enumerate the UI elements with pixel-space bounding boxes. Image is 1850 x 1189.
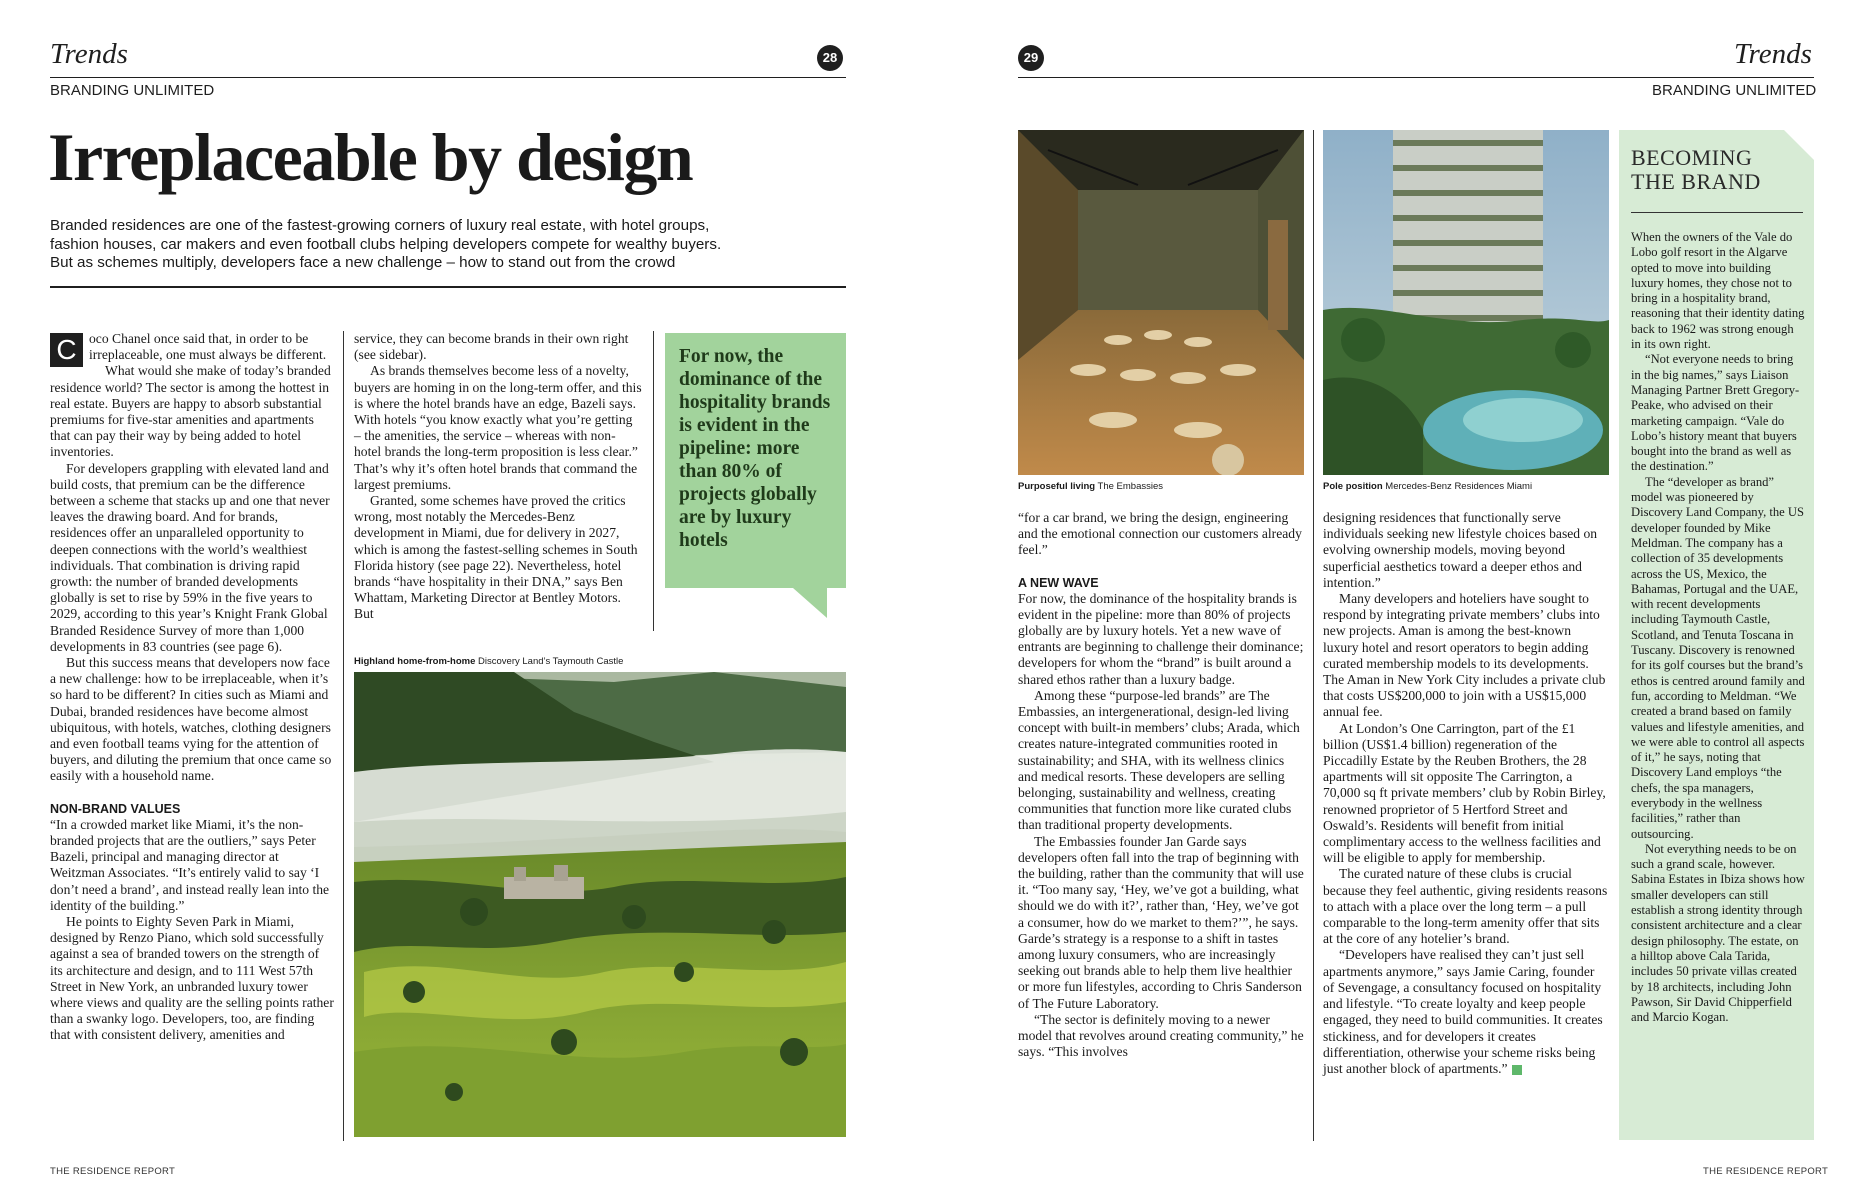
caption-text: Mercedes-Benz Residences Miami [1385,481,1533,492]
subhead-non-brand-values: NON-BRAND VALUES [50,801,181,816]
body-paragraph: Among these “purpose-led brands” are The Embassies, an intergenerational, design-led living concept with built-in members’ clubs; Arada, which creates nature-integrated communities rooted in sustainability; and SHA, with its wellness clinics and medical resorts. These developers are selling belonging, sustainability and wellness, creating communities that function more like curated clubs than traditional property developments. [1018,687,1300,833]
body-paragraph [1323,947,1609,1077]
photo-mercedes-benz-residences [1323,130,1609,475]
caption-bold: Purposeful living [1018,481,1096,492]
right-footer: THE RESIDENCE REPORT [1703,1166,1829,1177]
body-paragraph: For now, the dominance of the hospitality brands is evident in the pipeline: more than 80% of projects globally are by luxury hotels. Yet a new wave of entrants are beginning to challenge their dominance; developers for whom the “brand” is built around a shared ethos rather than a luxury badge. [1018,590,1304,687]
sidebar-paragraph: The “developer as brand” model was pioneered by Discovery Land Company, the US developer founded by Mike Meldman. The company has a collection of 35 developments across the US, Mexico, the Bahamas, Portugal and the UAE, with recent developments including Taymouth Castle, Scotland, and Tenuta Toscana in Tuscany. Discovery is renowned for its golf courses but the brand’s ethos is centred around family and fun, according to Meldman. “We created a brand based on family values and lifestyle amenities, and we were able to control all aspects of it,” he says, noting that Discovery Land employs “the chefs, the spa managers, everybody in the wellness facilities,” rather than outsourcing. [1631,474,1805,841]
photo-the-embassies [1018,130,1304,475]
right-body-col-2 [1323,510,1609,1077]
body-paragraph: Granted, some schemes have proved the critics wrong, most notably the Mercedes-Benz development in Miami, due for delivery in 2027, which is among the fastest-selling schemes in South Florida history (see page 22). Nevertheless, hotel brands “have hospitality in their DNA,” says Ben Whattam, Marketing Director at Bentley Motors. But [354,493,638,622]
dropcap: C [50,333,83,367]
caption-text: The Embassies [1097,481,1164,492]
sidebar-title-line-2: THE BRAND [1631,169,1761,194]
body-paragraph: Many developers and hoteliers have sought to respond by integrating private members’ clubs into new projects. Aman is among the best-known luxury hotel and resort operators to begin adding curated membership models to its developments. The Aman in New York City includes a private club that costs US$200,000 to join with a US$15,000 annual fee. [1323,591,1606,720]
left-footer: THE RESIDENCE REPORT [50,1166,176,1177]
headline: Irreplaceable by design [48,119,693,195]
right-kicker: Trends [1734,38,1812,70]
left-section-label: BRANDING UNLIMITED [50,82,215,99]
left-page-number: 28 [817,45,843,71]
body-paragraph: For developers grappling with elevated land and build costs, that premium can be the difference between a scheme that stacks up and one that never leaves the drawing board. And for brands, residences offer an unparalleled opportunity to deepen connections with the world’s wealthiest individuals. That combination is driving rapid growth: the number of branded developments globally is set to rise by 59% in the five years to 2029, according to this year’s Knight Frank Global Branded Residence Survey of more than 1,000 developments in 83 countries (see page 6). [50,460,330,654]
pullquote-divider [653,331,654,631]
body-paragraph: “for a car brand, we bring the design, engineering and the emotional connection our customers already feel.” [1018,510,1302,558]
body-paragraph: The curated nature of these clubs is crucial because they feel authentic, giving residents reasons to attach with a place over the long term – a pull comparable to the long-term amenity offer that sits at the core of any hotelier’s brand. [1323,866,1608,947]
right-column-divider [1313,130,1314,1141]
sidebar-paragraph: Not everything needs to be on such a grand scale, however. Sabina Estates in Ibiza shows how smaller developers can still establish a strong identity through consistent architecture and a clear design philosophy. The estate, on a hilltop above Cala Tarida, includes 50 private villas created by 18 architects, including John Pawson, Sir David Chipperfield and Marcio Kogan. [1631,841,1805,1025]
right-section-label: BRANDING UNLIMITED [1652,82,1817,99]
body-paragraph: At London’s One Carrington, part of the £1 billion (US$1.4 billion) regeneration of the Piccadilly Estate by the Reuben Brothers, the 28 apartments will sit opposite The Carrington, a 70,000 sq ft private members’ club by Robin Birley, renowned proprietor of 5 Hertford Street and Oswald’s. Residents will benefit from initial complimentary access to the wellness facilities and will be eligible to apply for membership. [1323,720,1606,866]
sidebar-paragraph: When the owners of the Vale do Lobo golf resort in the Algarve opted to move into building luxury homes, they chose not to bring in a hospitality brand, reasoning that their identity dating back to 1962 was strong enough in its own right. [1631,230,1805,352]
sidebar-title-line-1: BECOMING [1631,145,1753,170]
landscape-illustration [354,672,846,1137]
sidebar-paragraph: “Not everyone needs to bring in the big names,” says Liaison Managing Partner Brett Gregory-Peake, who advised on their marketing campaign. “Vale do Lobo’s history meant that buyers bought into the brand as well as the destination.” [1631,352,1800,474]
left-column-divider [343,331,344,1141]
caption-bold: Pole position [1323,481,1383,492]
pullquote: For now, the dominance of the hospitality brands is evident in the pipeline: more than 80% of projects globally are by luxury hotels [665,333,846,588]
sidebar-body [1631,230,1806,1025]
sidebar-box [1619,130,1814,1140]
body-paragraph: designing residences that functionally serve individuals seeking new lifestyle choices based on evolving ownership models, moving beyond superficial aesthetics toward a deeper ethos and intention.” [1323,510,1598,590]
body-paragraph: “The sector is definitely moving to a newer model that revolves around creating community,” he says. “This involves [1018,1011,1304,1060]
right-page-number: 29 [1018,45,1044,71]
left-body-col-1 [50,331,335,1044]
photo-caption-mercedes [1323,481,1532,492]
standfirst: Branded residences are one of the fastest-growing corners of luxury real estate, with hotel groups, fashion houses, car makers and even football clubs helping developers compete for wealthy buyers. But as schemes multiply, developers face a new challenge – how to stand out from the crowd [50,217,722,271]
body-paragraph: The Embassies founder Jan Garde says developers often fall into the trap of beginning with the building, rather than the community that will use it. “Too many say, ‘Hey, we’ve got a building, what should we do with it?’, rather than, ‘Hey, we’ve got a consumer, how do we market to them?’”, he says. Garde’s strategy is a response to a shift in tastes among luxury consumers, who are increasingly seeking out brands able to help them live healthier or more fun lifestyles, according to Chris Sanderson of The Future Laboratory. [1018,833,1304,1011]
body-paragraph: oco Chanel once said that, in order to be irreplaceable, one must always be different. [89,331,327,363]
standfirst-rule [50,286,846,288]
photo-taymouth-castle [354,672,846,1137]
caption-bold: Highland home-from-home [354,656,476,667]
body-paragraph: As brands themselves become less of a novelty, buyers are homing in on the long-term offer, and this is where the hotel brands have an edge, Bazeli says. With hotels “you know exactly what you’re getting – the amenities, the service – whereas with non-hotel brands the long-term proposition is less clear.” That’s why it’s often hotel brands that command the largest premiums. [354,363,642,492]
photo-caption-taymouth [354,656,623,667]
sidebar-rule [1631,212,1803,213]
tower-illustration [1323,130,1609,475]
body-paragraph: He points to Eighty Seven Park in Miami, designed by Renzo Piano, which sold successfully against a sea of branded towers on the strength of its architecture and design, and to 111 West 57th Street in New York, an unbranded luxury tower where views and quality are the selling points rather than a swanky logo. Developers, too, are finding that with consistent delivery, amenities and [50,913,334,1043]
pullquote-tail [793,588,827,618]
body-paragraph: But this success means that developers now face a new challenge: how to be irreplaceable, when it’s so hard to be different? In cities such as Miami and Dubai, branded residences have become almost ubiquitous, with hotels, watches, clothing designers and even football teams vying for the attention of buyers, and diluting the premium that once came so easily with a household name. [50,655,332,784]
right-header-rule [1018,77,1814,78]
closing-paragraph-text: “Developers have realised they can’t just sell apartments anymore,” says Jamie Caring, founder of Sevengage, a consultancy focused on hospitality and lifestyle. “To create loyalty and keep people engaged, they need to build communities. It creates stickiness, and for developers it creates differentiation, otherwise your scheme risks being just another block of apartments.” [1323,947,1603,1076]
body-paragraph: service, they can become brands in their own right (see sidebar). [354,331,629,363]
left-header-rule [50,77,846,78]
body-paragraph: What would she make of today’s branded residence world? The sector is among the hottest in real estate. Buyers are happy to absorb substantial premiums for five-star amenities and apartments that can pay their way by being added to hotel inventories. [50,363,331,460]
left-body-col-2 [354,331,642,623]
right-body-col-1 [1018,510,1304,1061]
left-kicker: Trends [50,38,128,70]
end-mark-icon [1512,1065,1522,1075]
subhead-a-new-wave: A NEW WAVE [1018,575,1099,590]
interior-illustration [1018,130,1304,475]
caption-text: Discovery Land’s Taymouth Castle [478,656,624,667]
body-paragraph: “In a crowded market like Miami, it’s the non-branded projects that are the outliers,” says Peter Bazeli, principal and managing director at Weitzman Associates. “It’s entirely valid to say ‘I don’t need a brand’, and instead really lean into the identity of the building.” [50,816,330,913]
photo-caption-embassies [1018,481,1163,492]
sidebar-corner-fold [1784,130,1814,160]
sidebar-title [1631,146,1761,194]
